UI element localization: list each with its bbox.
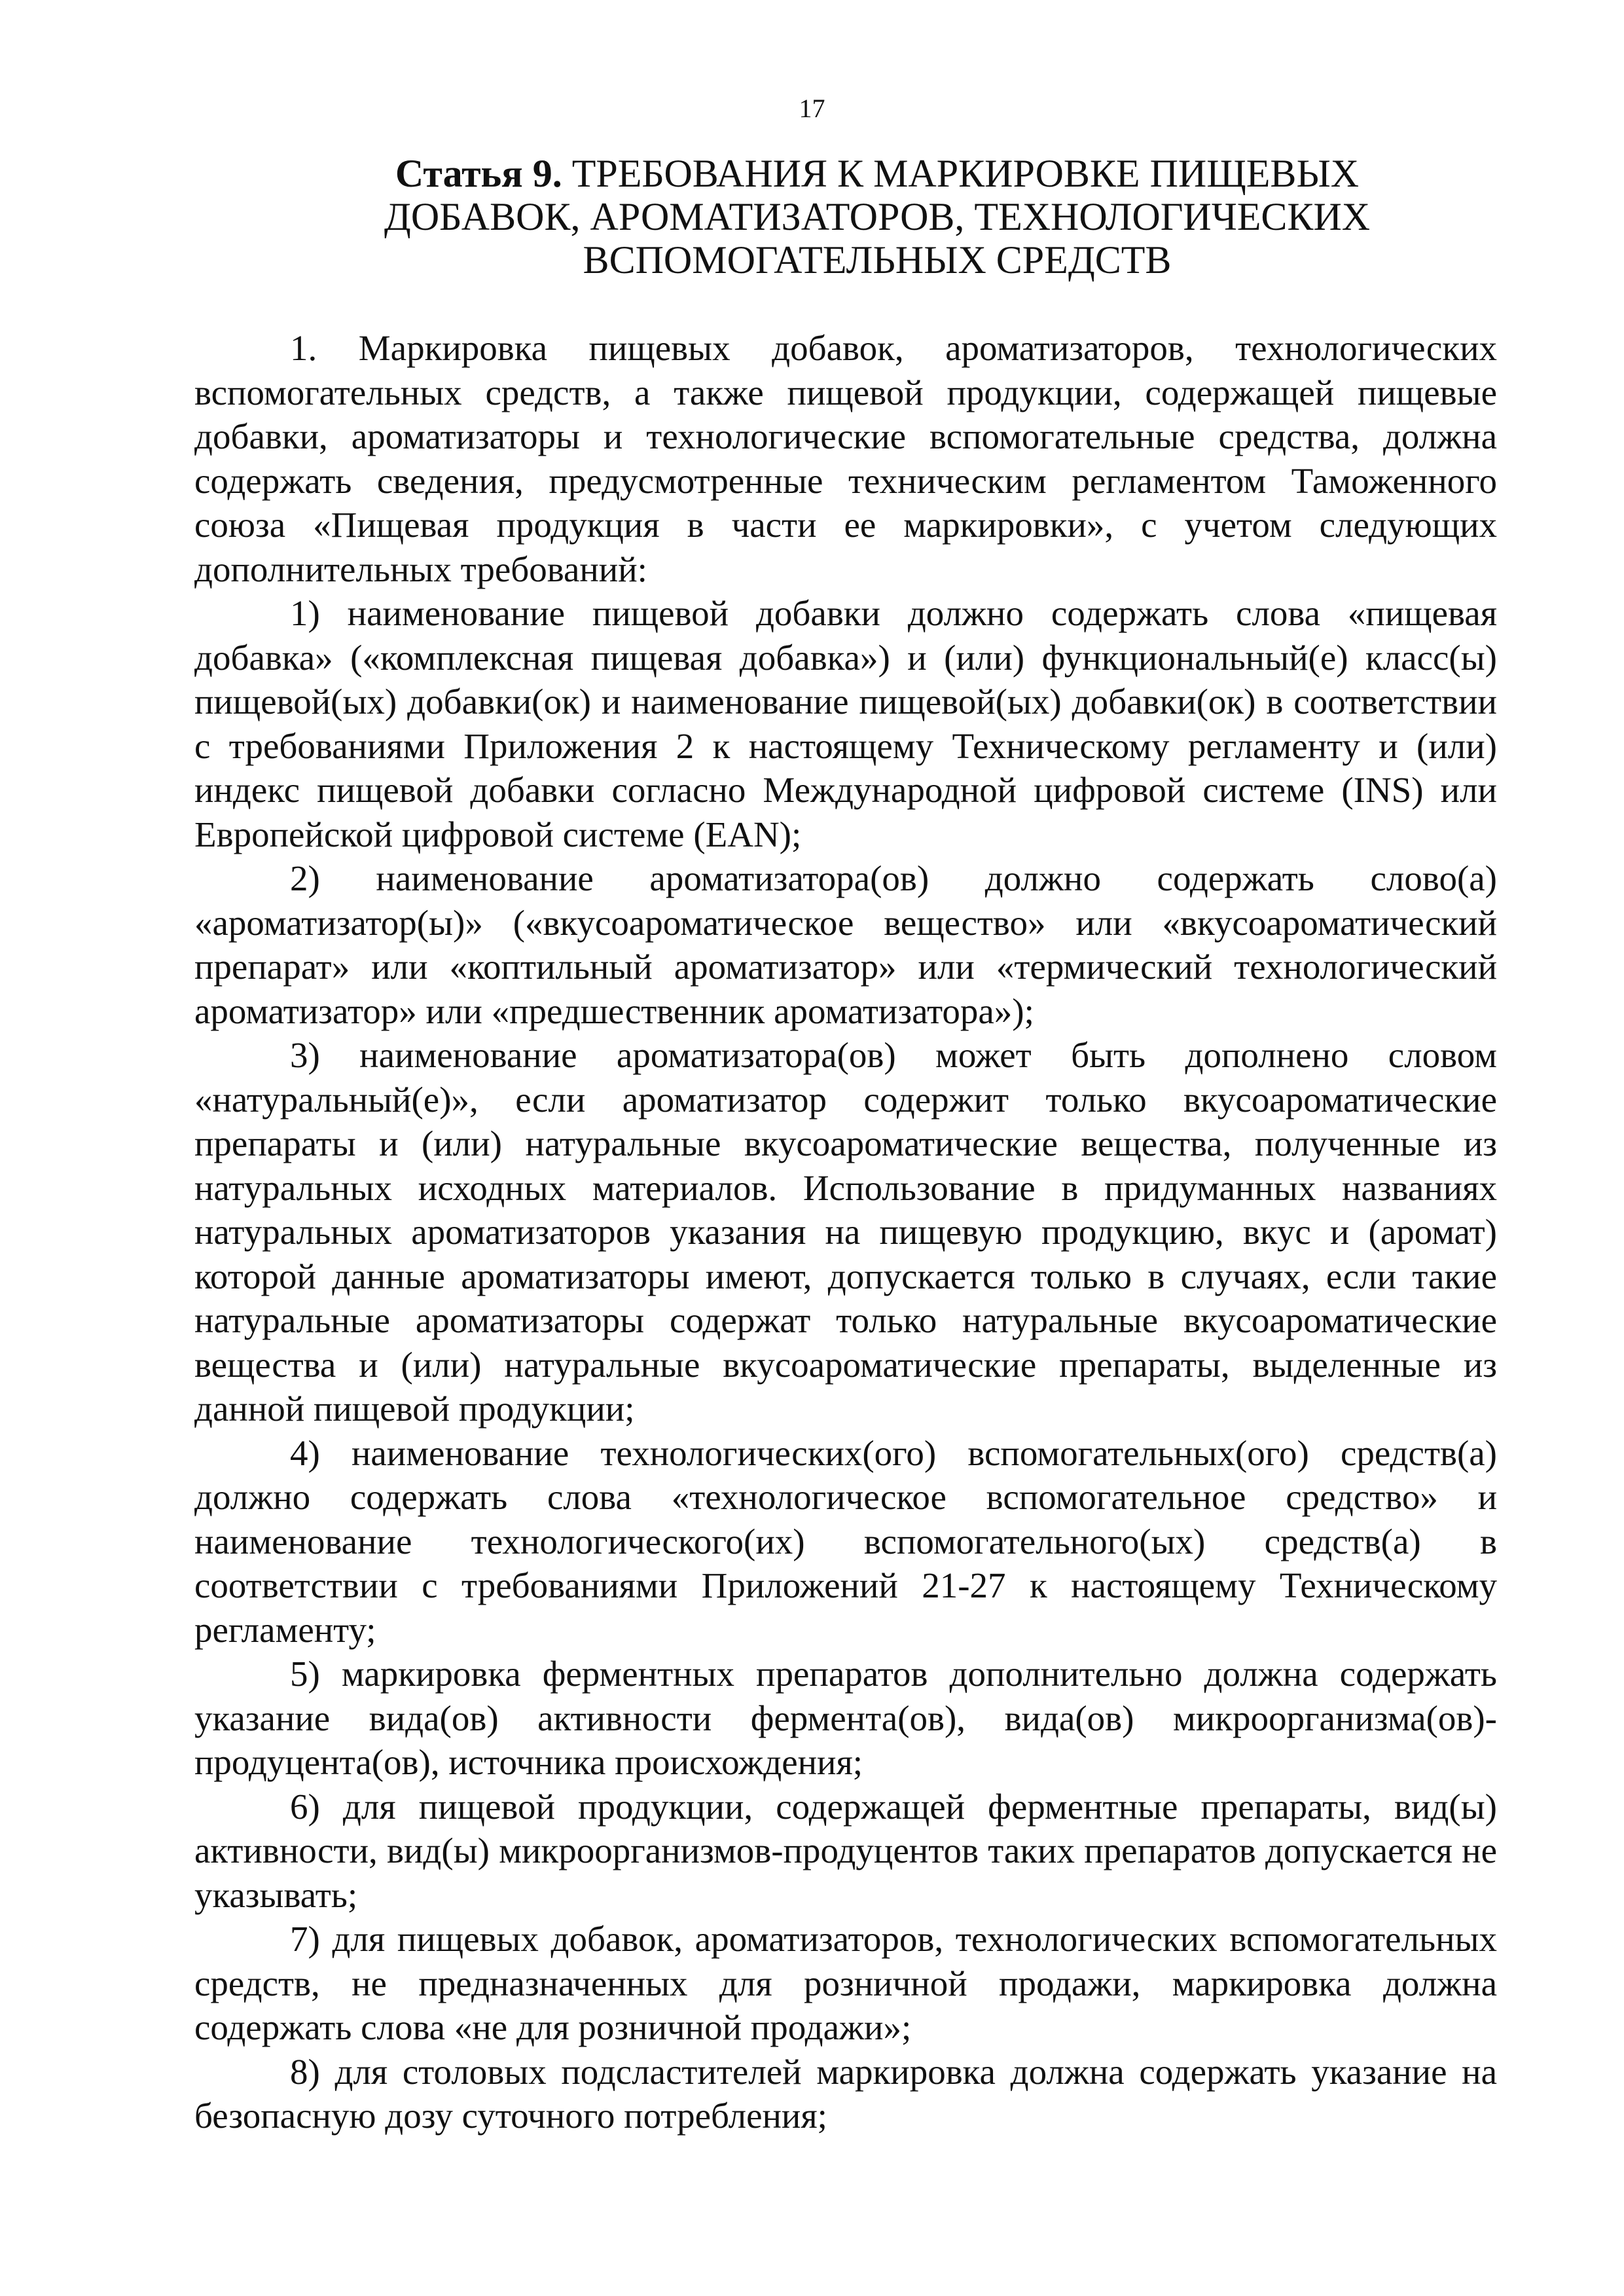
article-number: Статья 9.	[395, 152, 562, 195]
paragraph-1: 1. Маркировка пищевых добавок, ароматизаторов, технологических вспомогательных средств, а также пищевой продукции, содержащей пищевые добавки, ароматизаторы и технологические вспомогательные средства, должна содержать сведения, предусмотренные техническим регламентом Таможенного союза «Пищевая продукция в части ее маркировки», с учетом следующих дополнительных требований:	[194, 328, 1497, 589]
list-item-3: 3) наименование ароматизатора(ов) может быть дополнено словом «натуральный(е)», если ароматизатор содержит только вкусоароматические препараты и (или) натуральные вкусоароматические вещества, полученные из натуральных исходных материалов. Использование в придуманных названиях натуральных ароматизаторов указания на пищевую продукцию, вкус и (аромат) которой данные ароматизаторы имеют, допускается только в случаях, если такие натуральные ароматизаторы содержат только натуральные вкусоароматические вещества и (или) натуральные вкусоароматические препараты, выделенные из данной пищевой продукции;	[194, 1035, 1497, 1429]
list-item-6: 6) для пищевой продукции, содержащей ферментные препараты, вид(ы) активности, вид(ы) микроорганизмов-продуцентов таких препаратов допускается не указывать;	[194, 1786, 1497, 1915]
list-item-4: 4) наименование технологических(ого) вспомогательных(ого) средств(а) должно содержать слова «технологическое вспомогательное средство» и наименование технологического(их) вспомогательного(ых) средств(а) в соответствии с требованиями Приложений 21-27 к настоящему Техническому регламенту;	[194, 1432, 1497, 1650]
list-item-2: 2) наименование ароматизатора(ов) должно содержать слово(а) «ароматизатор(ы)» («вкусоароматическое вещество» или «вкусоароматический препарат» или «коптильный ароматизатор» или «термический технологический ароматизатор» или «предшественник ароматизатора»);	[194, 858, 1497, 1031]
list-item-5: 5) маркировка ферментных препаратов дополнительно должна содержать указание вида(ов) активности фермента(ов), вида(ов) микроорганизма(ов)-продуцента(ов), источника происхождения;	[194, 1654, 1497, 1782]
list-item-1: 1) наименование пищевой добавки должно содержать слова «пищевая добавка» («комплексная пищевая добавка») и (или) функциональный(е) класс(ы) пищевой(ых) добавки(ок) и наименование пищевой(ых) добавки(ок) в соответствии с требованиями Приложения 2 к настоящему Техническому регламенту и (или) индекс пищевой добавки согласно Международной цифровой системе (INS) или Европейской цифровой системе (EAN);	[194, 593, 1497, 854]
page-number: 17	[799, 94, 825, 123]
article-heading	[367, 152, 1388, 282]
list-item-8: 8) для столовых подсластителей маркировка должна содержать указание на безопасную дозу суточного потребления;	[194, 2051, 1497, 2136]
article-body	[194, 326, 1497, 2138]
article-title: ТРЕБОВАНИЯ К МАРКИРОВКЕ ПИЩЕВЫХ ДОБАВОК, АРОМАТИЗАТОРОВ, ТЕХНОЛОГИЧЕСКИХ ВСПОМОГАТЕЛЬНЫХ СРЕДСТВ	[384, 152, 1371, 282]
list-item-7: 7) для пищевых добавок, ароматизаторов, технологических вспомогательных средств, не предназначенных для розничной продажи, маркировка должна содержать слова «не для розничной продажи»;	[194, 1919, 1497, 2047]
